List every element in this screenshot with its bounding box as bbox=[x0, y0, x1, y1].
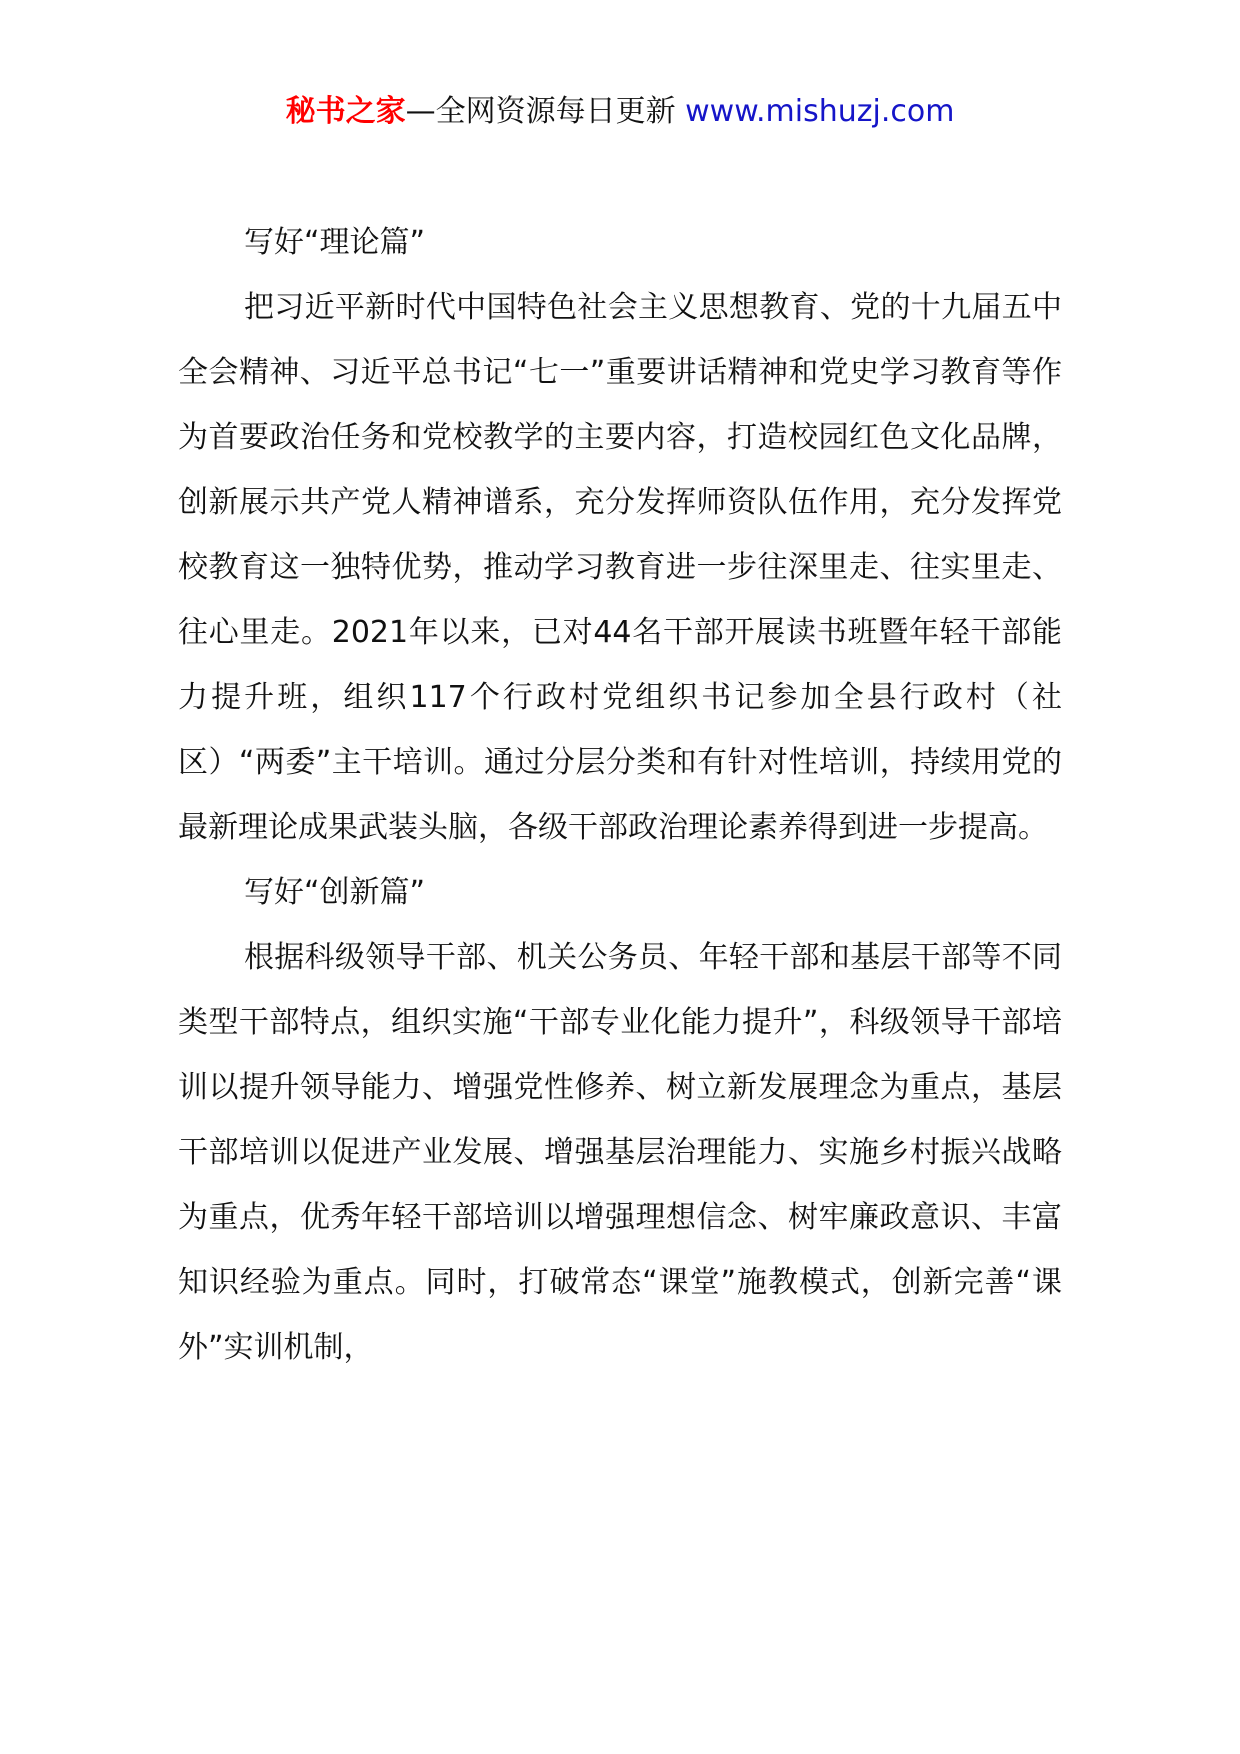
site-header bbox=[0, 92, 1240, 132]
site-url-link[interactable]: www.mishuzj.com bbox=[685, 94, 955, 129]
document-body bbox=[178, 210, 1062, 1380]
section-paragraph-theory: 把习近平新时代中国特色社会主义思想教育、党的十九届五中全会精神、习近平总书记“七一”重要讲话精神和党史学习教育等作为首要政治任务和党校教学的主要内容，打造校园红色文化品牌，创新展示共产党人精神谱系，充分发挥师资队伍作用，充分发挥党校教育这一独特优势，推动学习教育进一步往深里走、往实里走、往心里走。2021年以来，已对44名干部开展读书班暨年轻干部能力提升班，组织117个行政村党组织书记参加全县行政村（社区）“两委”主干培训。通过分层分类和有针对性培训，持续用党的最新理论成果武装头脑，各级干部政治理论素养得到进一步提高。 bbox=[178, 290, 1062, 845]
header-tagline: —全网资源每日更新 bbox=[405, 94, 686, 129]
section-heading-innovation: 写好“创新篇” bbox=[244, 875, 426, 910]
section-paragraph-innovation: 根据科级领导干部、机关公务员、年轻干部和基层干部等不同类型干部特点，组织实施“干部专业化能力提升”，科级领导干部培训以提升领导能力、增强党性修养、树立新发展理念为重点，基层干部培训以促进产业发展、增强基层治理能力、实施乡村振兴战略为重点，优秀年轻干部培训以增强理想信念、树牢廉政意识、丰富知识经验为重点。同时，打破常态“课堂”施教模式，创新完善“课外”实训机制， bbox=[178, 940, 1062, 1365]
section-heading-theory: 写好“理论篇” bbox=[244, 225, 426, 260]
brand-name: 秘书之家 bbox=[285, 94, 406, 129]
